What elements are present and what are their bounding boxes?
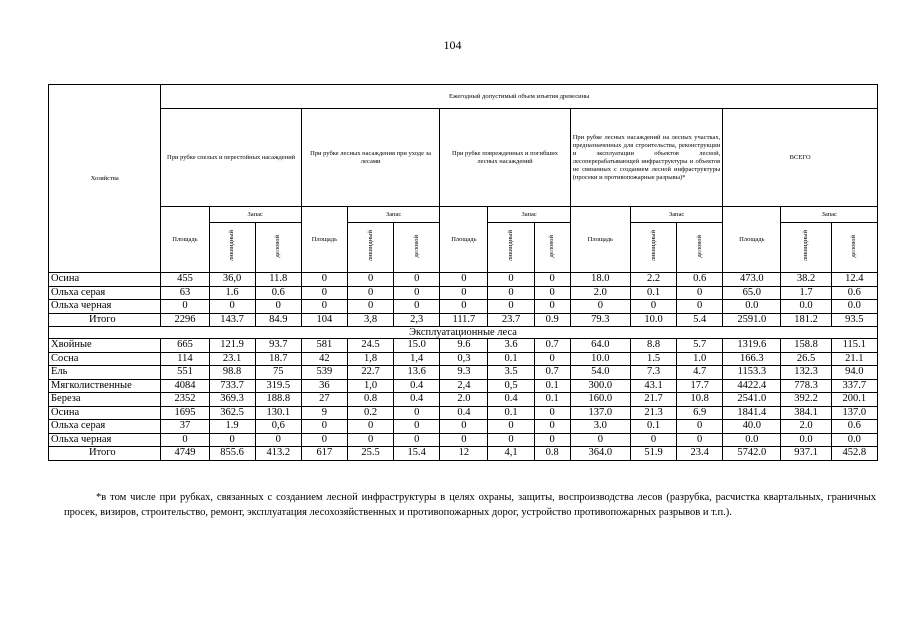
table-cell: 0 [348, 420, 394, 434]
table-cell: 0 [440, 420, 488, 434]
table-cell: 0,6 [255, 420, 301, 434]
area-header: Площадь [723, 207, 781, 273]
farm-column-header: Хозяйства [49, 85, 161, 273]
liquid-header: ликвидный [507, 230, 515, 262]
table-cell: 0 [301, 420, 347, 434]
table-row [49, 420, 878, 434]
row-label: Ольха серая [49, 286, 161, 300]
table-cell: 0.8 [534, 447, 570, 461]
table-cell: 0.4 [440, 406, 488, 420]
table-cell: 137.0 [570, 406, 630, 420]
table-cell: 4084 [161, 379, 209, 393]
table-cell: 137.0 [831, 406, 877, 420]
table-cell: 11.8 [255, 273, 301, 287]
table-cell: 0 [301, 286, 347, 300]
table-cell: 10.0 [570, 352, 630, 366]
table-cell: 38.2 [781, 273, 831, 287]
table-cell: 0.0 [723, 433, 781, 447]
table-cell: 43.1 [630, 379, 676, 393]
table-cell: 0.6 [677, 273, 723, 287]
table-cell: 0.7 [534, 339, 570, 353]
table-cell: 2,3 [394, 313, 440, 327]
table-cell: 581 [301, 339, 347, 353]
table-cell: 5742.0 [723, 447, 781, 461]
table-cell: 0 [440, 300, 488, 314]
table-cell: 2.2 [630, 273, 676, 287]
table-cell: 1,0 [348, 379, 394, 393]
row-label: Осина [49, 273, 161, 287]
area-header: Площадь [161, 207, 209, 273]
table-body-bottom [49, 339, 878, 461]
table-cell: 413.2 [255, 447, 301, 461]
table-cell: 2.0 [781, 420, 831, 434]
table-cell: 0 [394, 300, 440, 314]
table-cell: 22.7 [348, 366, 394, 380]
liquid-header: ликвидный [649, 230, 657, 262]
table-cell: 0 [677, 286, 723, 300]
table-cell: 23.1 [209, 352, 255, 366]
table-cell: 1.6 [209, 286, 255, 300]
table-cell: 0 [301, 273, 347, 287]
table-cell: 539 [301, 366, 347, 380]
table-cell: 36,0 [209, 273, 255, 287]
table-cell: 65.0 [723, 286, 781, 300]
table-cell: 0.6 [255, 286, 301, 300]
table-cell: 27 [301, 393, 347, 407]
table-cell: 392.2 [781, 393, 831, 407]
table-cell: 369.3 [209, 393, 255, 407]
liquid-header: ликвидный [366, 230, 374, 262]
table-cell: 188.8 [255, 393, 301, 407]
table-cell: 111.7 [440, 313, 488, 327]
table-cell: 84.9 [255, 313, 301, 327]
table-cell: 0 [570, 433, 630, 447]
table-cell: 0 [488, 273, 534, 287]
table-cell: 0.4 [394, 379, 440, 393]
table-cell: 0 [348, 273, 394, 287]
group-header-damaged: При рубке поврежденных и погибших лесных насаждений [440, 109, 570, 207]
table-cell: 455 [161, 273, 209, 287]
table-cell: 0 [394, 433, 440, 447]
table-cell: 1,8 [348, 352, 394, 366]
table-cell: 0 [630, 433, 676, 447]
table-cell: 18.0 [570, 273, 630, 287]
table-cell: 7.3 [630, 366, 676, 380]
table-cell: 1.0 [677, 352, 723, 366]
row-label: Сосна [49, 352, 161, 366]
table-cell: 5.7 [677, 339, 723, 353]
table-cell: 2352 [161, 393, 209, 407]
table-cell: 104 [301, 313, 347, 327]
row-label: Мягколиственные [49, 379, 161, 393]
table-cell: 10.8 [677, 393, 723, 407]
table-cell: 4422.4 [723, 379, 781, 393]
table-cell: 8.8 [630, 339, 676, 353]
table-cell: 0,5 [488, 379, 534, 393]
table-cell: 1695 [161, 406, 209, 420]
table-cell: 0.1 [488, 406, 534, 420]
timber-harvest-table [48, 84, 878, 461]
liquid-header: ликвидный [802, 230, 810, 262]
table-cell: 63 [161, 286, 209, 300]
table-body-top [49, 273, 878, 327]
group-header-infrastructure: При рубке лесных насаждений на лесных участках, предназначенных для строительства, реконструкции и эксплуатации объектов лесной, лесоперерабатывающей инфраструктуры и объектов не связанных с созданием лесной инфраструктуры (просеки и противопожарные разрывы)* [570, 109, 723, 207]
table-cell: 1841.4 [723, 406, 781, 420]
group-header-total: ВСЕГО [723, 109, 878, 207]
table-cell: 12.4 [831, 273, 877, 287]
table-cell: 166.3 [723, 352, 781, 366]
table-row [49, 406, 878, 420]
table-cell: 0,3 [440, 352, 488, 366]
table-cell: 0 [488, 300, 534, 314]
table-cell: 0 [255, 300, 301, 314]
footnote: *в том числе при рубках, связанных с созданием лесной инфраструктуры в целях охраны, защиты, воспроизводства лесов (разрубка, расчистка квартальных, граничных просек, визиров, строительство, ремонт, эксплуатация лесохозяйственных и противопожарных дорог, устройство противопожарных разрывов и т.п.). [64, 492, 876, 518]
table-cell: 12 [440, 447, 488, 461]
table-cell: 0 [440, 273, 488, 287]
table-cell: 181.2 [781, 313, 831, 327]
table-cell: 25.5 [348, 447, 394, 461]
table-cell: 0.4 [488, 393, 534, 407]
table-cell: 0.0 [831, 300, 877, 314]
table-cell: 665 [161, 339, 209, 353]
table-row [49, 313, 878, 327]
table-cell: 54.0 [570, 366, 630, 380]
table-cell: 94.0 [831, 366, 877, 380]
table-cell: 0 [534, 300, 570, 314]
table-cell: 0 [394, 286, 440, 300]
table-cell: 3.6 [488, 339, 534, 353]
table-cell: 0 [630, 300, 676, 314]
table-cell: 0 [677, 300, 723, 314]
table-cell: 364.0 [570, 447, 630, 461]
group-header-care: При рубке лесных насаждения при уходе за лесами [301, 109, 439, 207]
table-cell: 2,4 [440, 379, 488, 393]
table-cell: 5.4 [677, 313, 723, 327]
table-cell: 17.7 [677, 379, 723, 393]
table-cell: 18.7 [255, 352, 301, 366]
table-cell: 0 [488, 420, 534, 434]
table-cell: 0 [534, 273, 570, 287]
business-header: деловой [412, 234, 420, 258]
row-label: Осина [49, 406, 161, 420]
table-cell: 1.9 [209, 420, 255, 434]
table-cell: 6.9 [677, 406, 723, 420]
stock-header: Запас [630, 207, 722, 223]
table-cell: 0 [255, 433, 301, 447]
table-cell: 0.0 [781, 300, 831, 314]
table-row [49, 339, 878, 353]
area-header: Площадь [301, 207, 347, 273]
row-label: Итого [49, 313, 161, 327]
table-cell: 2541.0 [723, 393, 781, 407]
table-cell: 1.7 [781, 286, 831, 300]
table-cell: 2296 [161, 313, 209, 327]
table-cell: 0.6 [831, 286, 877, 300]
table-row [49, 393, 878, 407]
row-label: Береза [49, 393, 161, 407]
table-cell: 617 [301, 447, 347, 461]
table-cell: 2.0 [440, 393, 488, 407]
table-cell: 23.7 [488, 313, 534, 327]
table-row [49, 366, 878, 380]
group-header-mature: При рубке спелых и перестойных насаждений [161, 109, 301, 207]
table-cell: 4,1 [488, 447, 534, 461]
table-cell: 362.5 [209, 406, 255, 420]
table-cell: 0 [301, 433, 347, 447]
table-cell: 733.7 [209, 379, 255, 393]
table-cell: 0 [440, 286, 488, 300]
table-cell: 93.5 [831, 313, 877, 327]
table-cell: 0.1 [630, 286, 676, 300]
table-cell: 0.6 [831, 420, 877, 434]
table-cell: 0 [534, 433, 570, 447]
table-cell: 9 [301, 406, 347, 420]
table-cell: 0.4 [394, 393, 440, 407]
table-cell: 2591.0 [723, 313, 781, 327]
table-cell: 0 [534, 406, 570, 420]
table-cell: 98.8 [209, 366, 255, 380]
table-cell: 473.0 [723, 273, 781, 287]
table-cell: 0 [534, 286, 570, 300]
liquid-header: ликвидный [228, 230, 236, 262]
table-cell: 10.0 [630, 313, 676, 327]
table-cell: 9.6 [440, 339, 488, 353]
table-cell: 0 [440, 433, 488, 447]
table-cell: 0 [209, 433, 255, 447]
table-cell: 158.8 [781, 339, 831, 353]
table-cell: 143.7 [209, 313, 255, 327]
table-cell: 24.5 [348, 339, 394, 353]
table-cell: 0.7 [534, 366, 570, 380]
table-cell: 855.6 [209, 447, 255, 461]
table-cell: 937.1 [781, 447, 831, 461]
table-cell: 115.1 [831, 339, 877, 353]
table-cell: 0.1 [534, 379, 570, 393]
table-cell: 0.0 [781, 433, 831, 447]
table-cell: 319.5 [255, 379, 301, 393]
table-cell: 0 [570, 300, 630, 314]
table-cell: 4.7 [677, 366, 723, 380]
area-header: Площадь [570, 207, 630, 273]
table-cell: 4749 [161, 447, 209, 461]
table-cell: 384.1 [781, 406, 831, 420]
table-cell: 21.7 [630, 393, 676, 407]
stock-header: Запас [209, 207, 301, 223]
table-cell: 0 [161, 433, 209, 447]
table-cell: 15.0 [394, 339, 440, 353]
table-row [49, 286, 878, 300]
business-header: деловой [850, 234, 858, 258]
table-cell: 0.8 [348, 393, 394, 407]
row-label: Ель [49, 366, 161, 380]
table-cell: 121.9 [209, 339, 255, 353]
table-cell: 3.5 [488, 366, 534, 380]
table-cell: 0 [161, 300, 209, 314]
page-number: 104 [443, 38, 462, 52]
table-cell: 0 [348, 433, 394, 447]
table-cell: 1153.3 [723, 366, 781, 380]
table-row [49, 379, 878, 393]
table-cell: 51.9 [630, 447, 676, 461]
table-cell: 0 [348, 300, 394, 314]
top-header: Ежегодный допустимый объем изъятия древесины [161, 85, 878, 109]
table-cell: 1,4 [394, 352, 440, 366]
table-cell: 0 [534, 420, 570, 434]
table-cell: 9.3 [440, 366, 488, 380]
table-row [49, 447, 878, 461]
table-cell: 114 [161, 352, 209, 366]
table-cell: 300.0 [570, 379, 630, 393]
table-row [49, 433, 878, 447]
table-cell: 0 [677, 420, 723, 434]
table-cell: 36 [301, 379, 347, 393]
table-cell: 21.1 [831, 352, 877, 366]
table-cell: 15.4 [394, 447, 440, 461]
row-label: Ольха серая [49, 420, 161, 434]
table-cell: 452.8 [831, 447, 877, 461]
table-cell: 130.1 [255, 406, 301, 420]
table-cell: 93.7 [255, 339, 301, 353]
table-cell: 0.0 [831, 433, 877, 447]
stock-header: Запас [348, 207, 440, 223]
table-cell: 3.0 [570, 420, 630, 434]
table-cell: 0 [394, 406, 440, 420]
table-cell: 79.3 [570, 313, 630, 327]
table-cell: 37 [161, 420, 209, 434]
row-label: Ольха черная [49, 300, 161, 314]
row-label: Ольха черная [49, 433, 161, 447]
table-cell: 200.1 [831, 393, 877, 407]
table-cell: 42 [301, 352, 347, 366]
table-cell: 778.3 [781, 379, 831, 393]
table-cell: 26.5 [781, 352, 831, 366]
table-cell: 0.1 [488, 352, 534, 366]
table-cell: 0 [677, 433, 723, 447]
table-cell: 1319.6 [723, 339, 781, 353]
table-cell: 0 [209, 300, 255, 314]
table-cell: 160.0 [570, 393, 630, 407]
table-cell: 40.0 [723, 420, 781, 434]
table-cell: 0.0 [723, 300, 781, 314]
business-header: деловой [548, 234, 556, 258]
table-cell: 0 [488, 433, 534, 447]
row-label: Хвойные [49, 339, 161, 353]
section-label: Эксплуатационные леса [49, 327, 878, 339]
table-cell: 3,8 [348, 313, 394, 327]
table-cell: 21.3 [630, 406, 676, 420]
stock-header: Запас [781, 207, 878, 223]
table-cell: 0.1 [630, 420, 676, 434]
table-cell: 0 [301, 300, 347, 314]
table-row [49, 300, 878, 314]
table-cell: 0.1 [534, 393, 570, 407]
table-cell: 13.6 [394, 366, 440, 380]
table-cell: 0 [394, 273, 440, 287]
row-label: Итого [49, 447, 161, 461]
table-cell: 23.4 [677, 447, 723, 461]
table-cell: 0 [534, 352, 570, 366]
business-header: деловой [695, 234, 703, 258]
business-header: деловой [274, 234, 282, 258]
table-cell: 551 [161, 366, 209, 380]
table-cell: 132.3 [781, 366, 831, 380]
table-cell: 64.0 [570, 339, 630, 353]
table-cell: 1.5 [630, 352, 676, 366]
table-cell: 0 [348, 286, 394, 300]
table-cell: 0 [488, 286, 534, 300]
table-row [49, 352, 878, 366]
table-cell: 0.9 [534, 313, 570, 327]
table-cell: 75 [255, 366, 301, 380]
area-header: Площадь [440, 207, 488, 273]
table-cell: 2.0 [570, 286, 630, 300]
table-section [49, 327, 878, 339]
table-cell: 337.7 [831, 379, 877, 393]
stock-header: Запас [488, 207, 570, 223]
table-cell: 0.2 [348, 406, 394, 420]
table-cell: 0 [394, 420, 440, 434]
table-row [49, 273, 878, 287]
